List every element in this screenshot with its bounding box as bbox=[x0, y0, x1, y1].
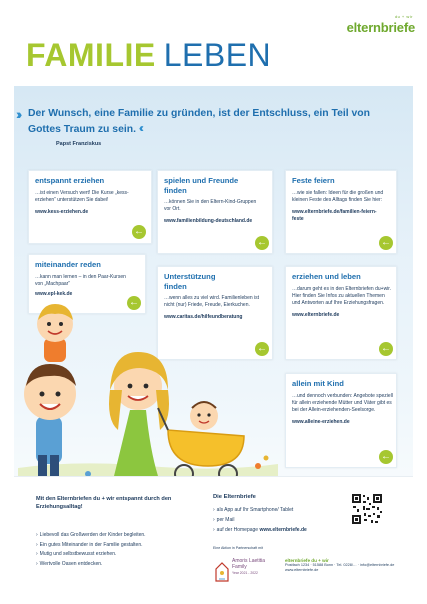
qr-code-icon[interactable] bbox=[351, 493, 383, 525]
card-link[interactable]: www.caritas.de/hilfeundberatung bbox=[164, 314, 243, 320]
card-text: …wenn alles zu viel wird. Familienleben ist nicht (nur) Friede, Freude, Eierkuchen. bbox=[164, 295, 260, 308]
partner-name-3: Year 2021 - 2022 bbox=[232, 571, 258, 575]
quote-open-icon: ›› bbox=[16, 106, 20, 122]
list-item: › Mutig und selbstbewusst erziehen. bbox=[36, 550, 206, 560]
brand-logo[interactable] bbox=[347, 14, 415, 37]
contact-line-2[interactable]: www.elternbriefe.de bbox=[285, 568, 319, 573]
card-text: …darum geht es in den Elternbriefen du+wir. Hier finden Sie Infos zu aktuellen Themen und Antworten auf Ihre Erziehungsfragen. bbox=[292, 285, 392, 306]
title-part-1: FAMILIE bbox=[26, 37, 156, 73]
quote-block bbox=[28, 107, 388, 137]
brand-name: elternbriefe bbox=[346, 20, 415, 35]
card-title: spielen und Freunde finden bbox=[164, 176, 239, 195]
channels-title: Die Elternbriefe bbox=[213, 494, 256, 500]
channel-homepage-label: auf der Homepage bbox=[216, 527, 259, 533]
arrow-left-icon[interactable]: ← bbox=[381, 343, 391, 354]
list-item: › per Mail bbox=[213, 515, 307, 525]
page-title bbox=[26, 38, 271, 72]
channel-list bbox=[213, 505, 307, 535]
quote-close-icon: ‹‹ bbox=[138, 121, 141, 135]
card-feste-feiern bbox=[285, 170, 397, 254]
child-figure bbox=[37, 304, 73, 362]
bottom-intro: Mit den Elternbriefen du + wir entspannt durch den Erziehungsalltag! bbox=[36, 496, 172, 510]
homepage-link[interactable]: www.elternbriefe.de bbox=[259, 527, 307, 533]
card-text: …kann man lernen – in den Paar-Kursen von „Machpaar“ bbox=[35, 273, 126, 287]
card-title: allein mit Kind bbox=[292, 379, 344, 388]
arrow-left-icon[interactable]: ← bbox=[381, 237, 391, 248]
partner-name-2: Family bbox=[232, 564, 247, 570]
quote-text: Der Wunsch, eine Familie zu gründen, ist der Entschluss, ein Teil von Gottes Traum zu sein. bbox=[28, 108, 370, 135]
quote-author: Papst Franziskus bbox=[56, 141, 102, 147]
list-item: › Wertvolle Oasen entdecken. bbox=[36, 560, 206, 570]
list-item: › Liebevoll das Großwerden der Kinder begleiten. bbox=[36, 531, 206, 541]
partner-name-1: Amoris Laetitia bbox=[232, 558, 266, 564]
card-erziehen-leben bbox=[285, 266, 397, 360]
list-item bbox=[213, 525, 307, 535]
contact-line-1: Postfach 1234 · 51588 Bonn · Tel. 0228/… · info@elternbriefe.de bbox=[285, 563, 395, 568]
card-title: Feste feiern bbox=[292, 176, 335, 185]
card-title: entspannt erziehen bbox=[35, 176, 105, 185]
arrow-left-icon[interactable]: ← bbox=[134, 226, 144, 237]
arrow-left-icon[interactable]: ← bbox=[129, 297, 139, 308]
card-spielen-freunde bbox=[157, 170, 273, 254]
card-title: Unterstützung finden bbox=[164, 272, 216, 291]
card-text: …und dennoch verbunden: Angebote speziell für allein erziehende Mütter und Väter gibt es bei der Allein-erziehenden-Seelsorge. bbox=[292, 392, 393, 413]
arrow-left-icon[interactable]: ← bbox=[257, 237, 267, 248]
brand-tagline: du + wir bbox=[394, 14, 413, 19]
benefit-list bbox=[36, 531, 206, 569]
father-figure bbox=[24, 364, 76, 477]
list-item: › als App auf Ihr Smartphone/ Tablet bbox=[213, 505, 307, 515]
card-link[interactable]: www.elternbriefe.de/familien-feiern-feste bbox=[292, 208, 377, 222]
title-part-2: LEBEN bbox=[163, 37, 272, 73]
partner-label: Eine Aktion in Partnerschaft mit bbox=[213, 546, 263, 550]
arrow-left-icon[interactable]: ← bbox=[381, 451, 391, 462]
card-allein-mit-kind bbox=[285, 373, 397, 468]
card-title: erziehen und leben bbox=[292, 272, 361, 281]
card-link[interactable]: www.kess-erziehen.de bbox=[35, 208, 89, 215]
card-link[interactable]: www.elternbriefe.de bbox=[292, 311, 340, 318]
contact-block bbox=[285, 558, 395, 574]
card-title: miteinander reden bbox=[35, 260, 101, 269]
family-illustration bbox=[18, 290, 278, 490]
card-entspannt-erziehen bbox=[28, 170, 152, 244]
list-item: › Ein gutes Miteinander in der Familie gestalten. bbox=[36, 541, 206, 551]
card-link[interactable]: www.epl-kek.de bbox=[35, 290, 73, 297]
card-text: …ist einen Versuch wert! Die Kurse „kess-erziehen“ unterstützen Sie dabei! bbox=[35, 189, 129, 203]
card-link[interactable]: www.familienbildung-deutschland.de bbox=[164, 218, 253, 224]
contact-brand: elternbriefe du + wir bbox=[285, 558, 329, 563]
arrow-left-icon[interactable]: ← bbox=[257, 343, 267, 354]
card-text: …wie sie fallen: Ideen für die großen und kleinen Feste des Alltags finden Sie hier: bbox=[292, 189, 384, 203]
partner-text bbox=[232, 558, 265, 576]
card-text: …können Sie in den Eltern-Kind-Gruppen vor Ort. bbox=[164, 199, 257, 212]
card-link[interactable]: www.alleine-erziehen.de bbox=[292, 418, 350, 425]
